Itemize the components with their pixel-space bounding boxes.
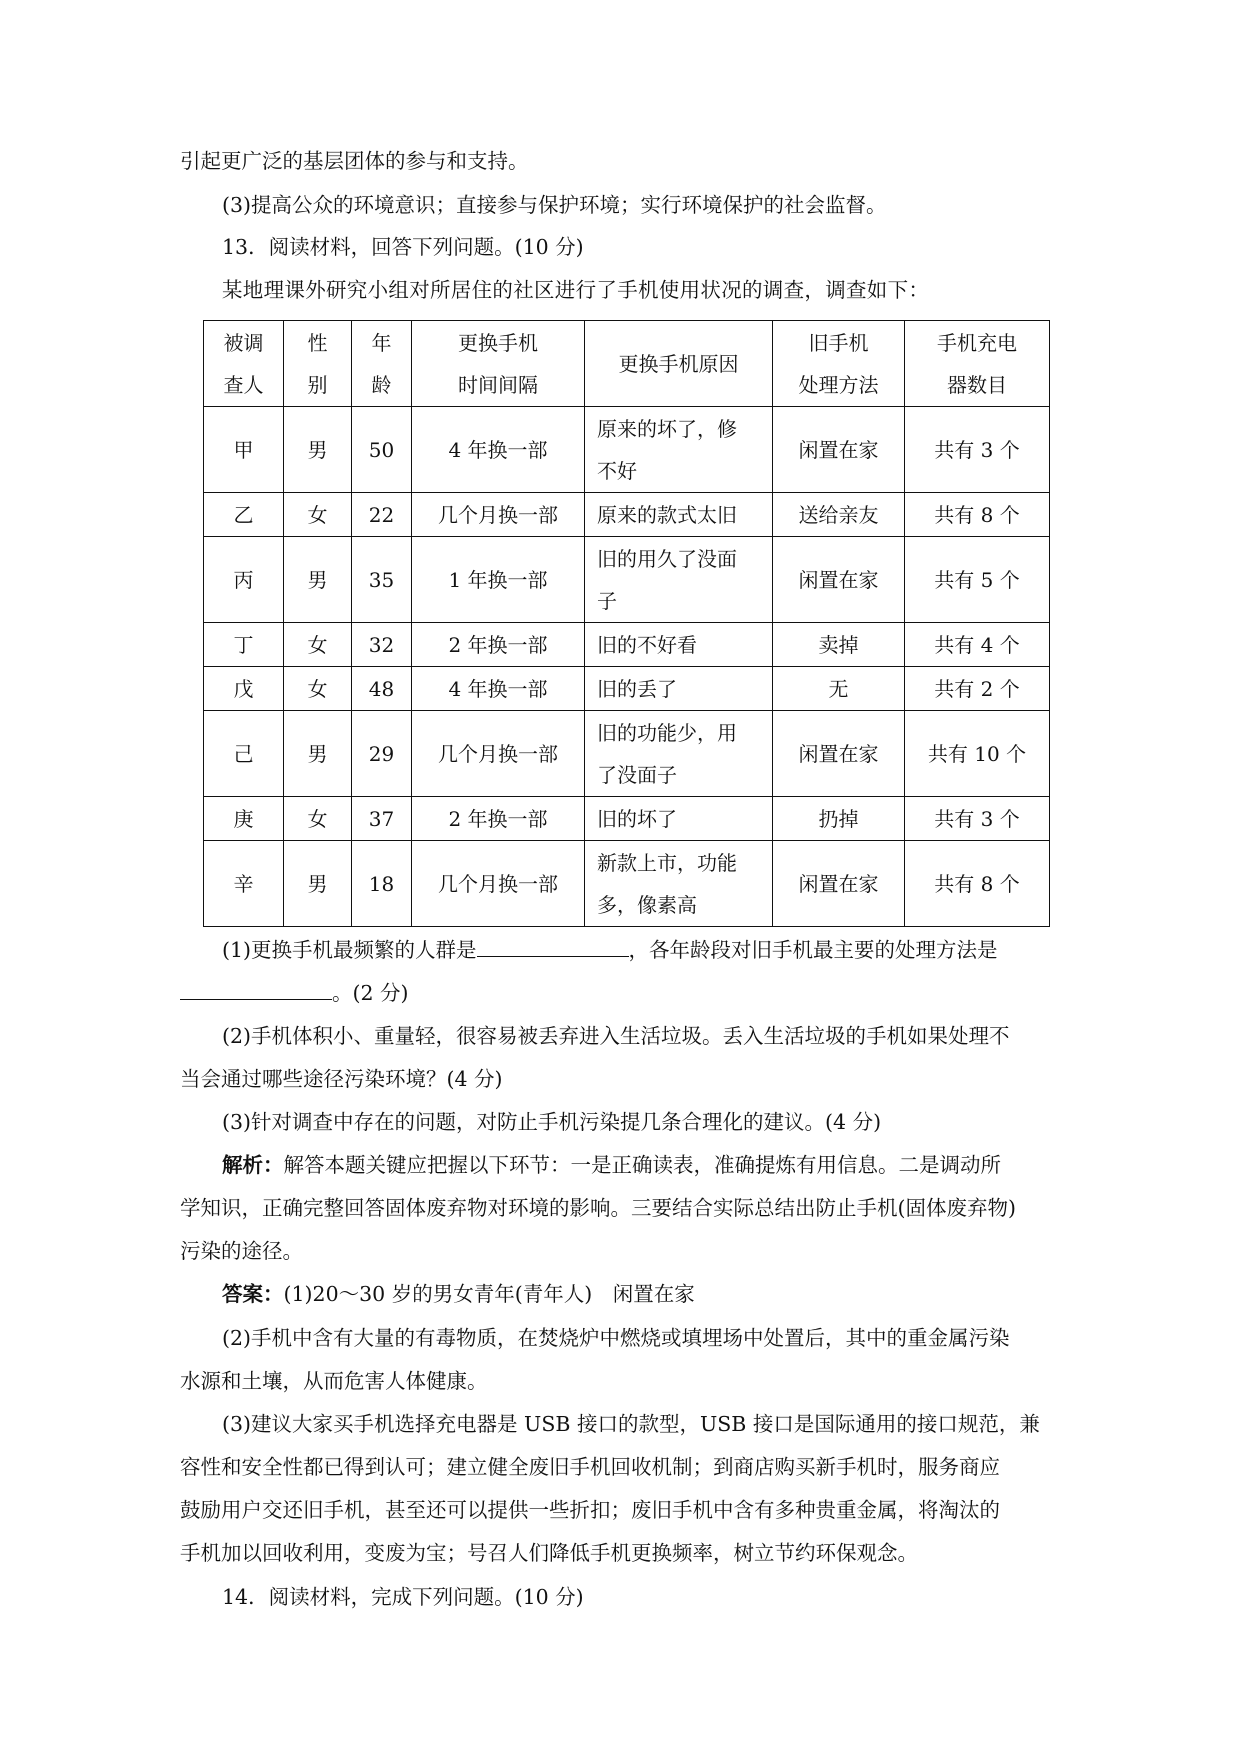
table-cell: 原来的款式太旧 xyxy=(585,493,773,537)
table-cell: 甲 xyxy=(204,407,284,493)
answer-text: (1)20～30 岁的男女青年(青年人) 闲置在家 xyxy=(283,1282,695,1306)
analysis-line xyxy=(222,1150,1070,1180)
table-row xyxy=(204,407,1050,493)
table-cell: 1 年换一部 xyxy=(412,537,585,623)
text-line: (3)提高公众的环境意识；直接参与保护环境；实行环境保护的社会监督。 xyxy=(222,193,887,217)
table-cell: 辛 xyxy=(204,841,284,927)
table-cell: 扔掉 xyxy=(773,797,905,841)
answer-label: 答案： xyxy=(222,1282,284,1306)
table-cell: 旧的用久了没面 子 xyxy=(585,537,773,623)
table-cell: 女 xyxy=(284,797,352,841)
answer-line: (3)建议大家买手机选择充电器是 USB 接口的款型，USB 接口是国际通用的接口规范，兼 xyxy=(222,1412,1040,1436)
table-cell: 共有 8 个 xyxy=(905,841,1050,927)
table-cell: 旧的不好看 xyxy=(585,623,773,667)
answer-line: 鼓励用户交还旧手机，甚至还可以提供一些折扣；废旧手机中含有多种贵重金属，将淘汰的 xyxy=(180,1498,1000,1522)
answer-line: 容性和安全性都已得到认可；建立健全废旧手机回收机制；到商店购买新手机时，服务商应 xyxy=(180,1455,1000,1479)
text-line: 引起更广泛的基层团体的参与和支持。 xyxy=(180,149,529,173)
answer-blank xyxy=(477,934,629,957)
table-cell: 35 xyxy=(352,537,412,623)
table-cell: 卖掉 xyxy=(773,623,905,667)
table-cell: 共有 3 个 xyxy=(905,407,1050,493)
table-cell: 戊 xyxy=(204,667,284,711)
table-cell: 丙 xyxy=(204,537,284,623)
table-header-cell: 旧手机 处理方法 xyxy=(773,321,905,407)
analysis-line: 污染的途径。 xyxy=(180,1239,303,1263)
table-cell: 女 xyxy=(284,667,352,711)
table-cell: 旧的坏了 xyxy=(585,797,773,841)
table-row xyxy=(204,537,1050,623)
table-cell: 32 xyxy=(352,623,412,667)
table-header-cell: 性 别 xyxy=(284,321,352,407)
table-header-row xyxy=(204,321,1050,407)
table-header-cell: 手机充电 器数目 xyxy=(905,321,1050,407)
table-cell: 旧的丢了 xyxy=(585,667,773,711)
table-cell: 送给亲友 xyxy=(773,493,905,537)
table-cell: 己 xyxy=(204,711,284,797)
table-cell: 闲置在家 xyxy=(773,537,905,623)
table-cell: 乙 xyxy=(204,493,284,537)
table-cell: 2 年换一部 xyxy=(412,623,585,667)
table-cell: 几个月换一部 xyxy=(412,841,585,927)
table-cell: 18 xyxy=(352,841,412,927)
table-cell: 37 xyxy=(352,797,412,841)
survey-table xyxy=(203,320,1050,927)
table-header-cell: 被调 查人 xyxy=(204,321,284,407)
question-text: ，各年龄段对旧手机最主要的处理方法是 xyxy=(628,938,998,962)
table-cell: 22 xyxy=(352,493,412,537)
table-row xyxy=(204,711,1050,797)
table-cell: 共有 3 个 xyxy=(905,797,1050,841)
table-cell: 闲置在家 xyxy=(773,407,905,493)
table-row xyxy=(204,797,1050,841)
table-cell: 共有 2 个 xyxy=(905,667,1050,711)
answer-blank xyxy=(180,977,332,1000)
question-2-cont: 当会通过哪些途径污染环境？(4 分) xyxy=(180,1067,503,1091)
table-cell: 新款上市，功能 多，像素高 xyxy=(585,841,773,927)
table-cell: 48 xyxy=(352,667,412,711)
analysis-text: 解答本题关键应把握以下环节：一是正确读表，准确提炼有用信息。二是调动所 xyxy=(283,1153,1001,1177)
table-cell: 男 xyxy=(284,407,352,493)
table-cell: 闲置在家 xyxy=(773,841,905,927)
table-cell: 共有 10 个 xyxy=(905,711,1050,797)
table-cell: 男 xyxy=(284,841,352,927)
question-2: (2)手机体积小、重量轻，很容易被丢弃进入生活垃圾。丢入生活垃圾的手机如果处理不 xyxy=(222,1024,1010,1048)
table-cell: 几个月换一部 xyxy=(412,493,585,537)
table-cell: 原来的坏了，修 不好 xyxy=(585,407,773,493)
question-text: (1)更换手机最频繁的人群是 xyxy=(222,938,477,962)
table-row xyxy=(204,841,1050,927)
table-cell: 4 年换一部 xyxy=(412,667,585,711)
table-cell: 4 年换一部 xyxy=(412,407,585,493)
table-cell: 庚 xyxy=(204,797,284,841)
table-cell: 50 xyxy=(352,407,412,493)
table-cell: 男 xyxy=(284,537,352,623)
table-cell: 丁 xyxy=(204,623,284,667)
table-row xyxy=(204,493,1050,537)
table-cell: 共有 4 个 xyxy=(905,623,1050,667)
table-header-cell: 更换手机 时间间隔 xyxy=(412,321,585,407)
analysis-label: 解析： xyxy=(222,1153,284,1177)
table-cell: 女 xyxy=(284,493,352,537)
question-1 xyxy=(222,934,1070,965)
question-3: (3)针对调查中存在的问题，对防止手机污染提几条合理化的建议。(4 分) xyxy=(222,1110,882,1134)
answer-line: 水源和土壤，从而危害人体健康。 xyxy=(180,1369,488,1393)
table-cell: 男 xyxy=(284,711,352,797)
survey-intro: 某地理课外研究小组对所居住的社区进行了手机使用状况的调查，调查如下： xyxy=(222,278,930,302)
answer-line xyxy=(222,1279,1070,1309)
table-header-cell: 更换手机原因 xyxy=(585,321,773,407)
table-cell: 共有 8 个 xyxy=(905,493,1050,537)
table-cell: 闲置在家 xyxy=(773,711,905,797)
question-1-cont xyxy=(180,977,1070,1008)
table-cell: 2 年换一部 xyxy=(412,797,585,841)
table-cell: 几个月换一部 xyxy=(412,711,585,797)
question-text: 。(2 分) xyxy=(332,981,409,1005)
table-header-cell: 年 龄 xyxy=(352,321,412,407)
table-cell: 无 xyxy=(773,667,905,711)
table-cell: 女 xyxy=(284,623,352,667)
table-cell: 29 xyxy=(352,711,412,797)
table-row xyxy=(204,667,1050,711)
question-13-title: 13．阅读材料，回答下列问题。(10 分) xyxy=(222,235,584,259)
answer-line: (2)手机中含有大量的有毒物质，在焚烧炉中燃烧或填埋场中处置后，其中的重金属污染 xyxy=(222,1326,1010,1350)
table-row xyxy=(204,623,1050,667)
analysis-line: 学知识，正确完整回答固体废弃物对环境的影响。三要结合实际总结出防止手机(固体废弃物) xyxy=(180,1196,1016,1220)
table-cell: 旧的功能少，用 了没面子 xyxy=(585,711,773,797)
question-14-title: 14．阅读材料，完成下列问题。(10 分) xyxy=(222,1585,584,1609)
answer-line: 手机加以回收利用，变废为宝；号召人们降低手机更换频率，树立节约环保观念。 xyxy=(180,1541,918,1565)
table-cell: 共有 5 个 xyxy=(905,537,1050,623)
